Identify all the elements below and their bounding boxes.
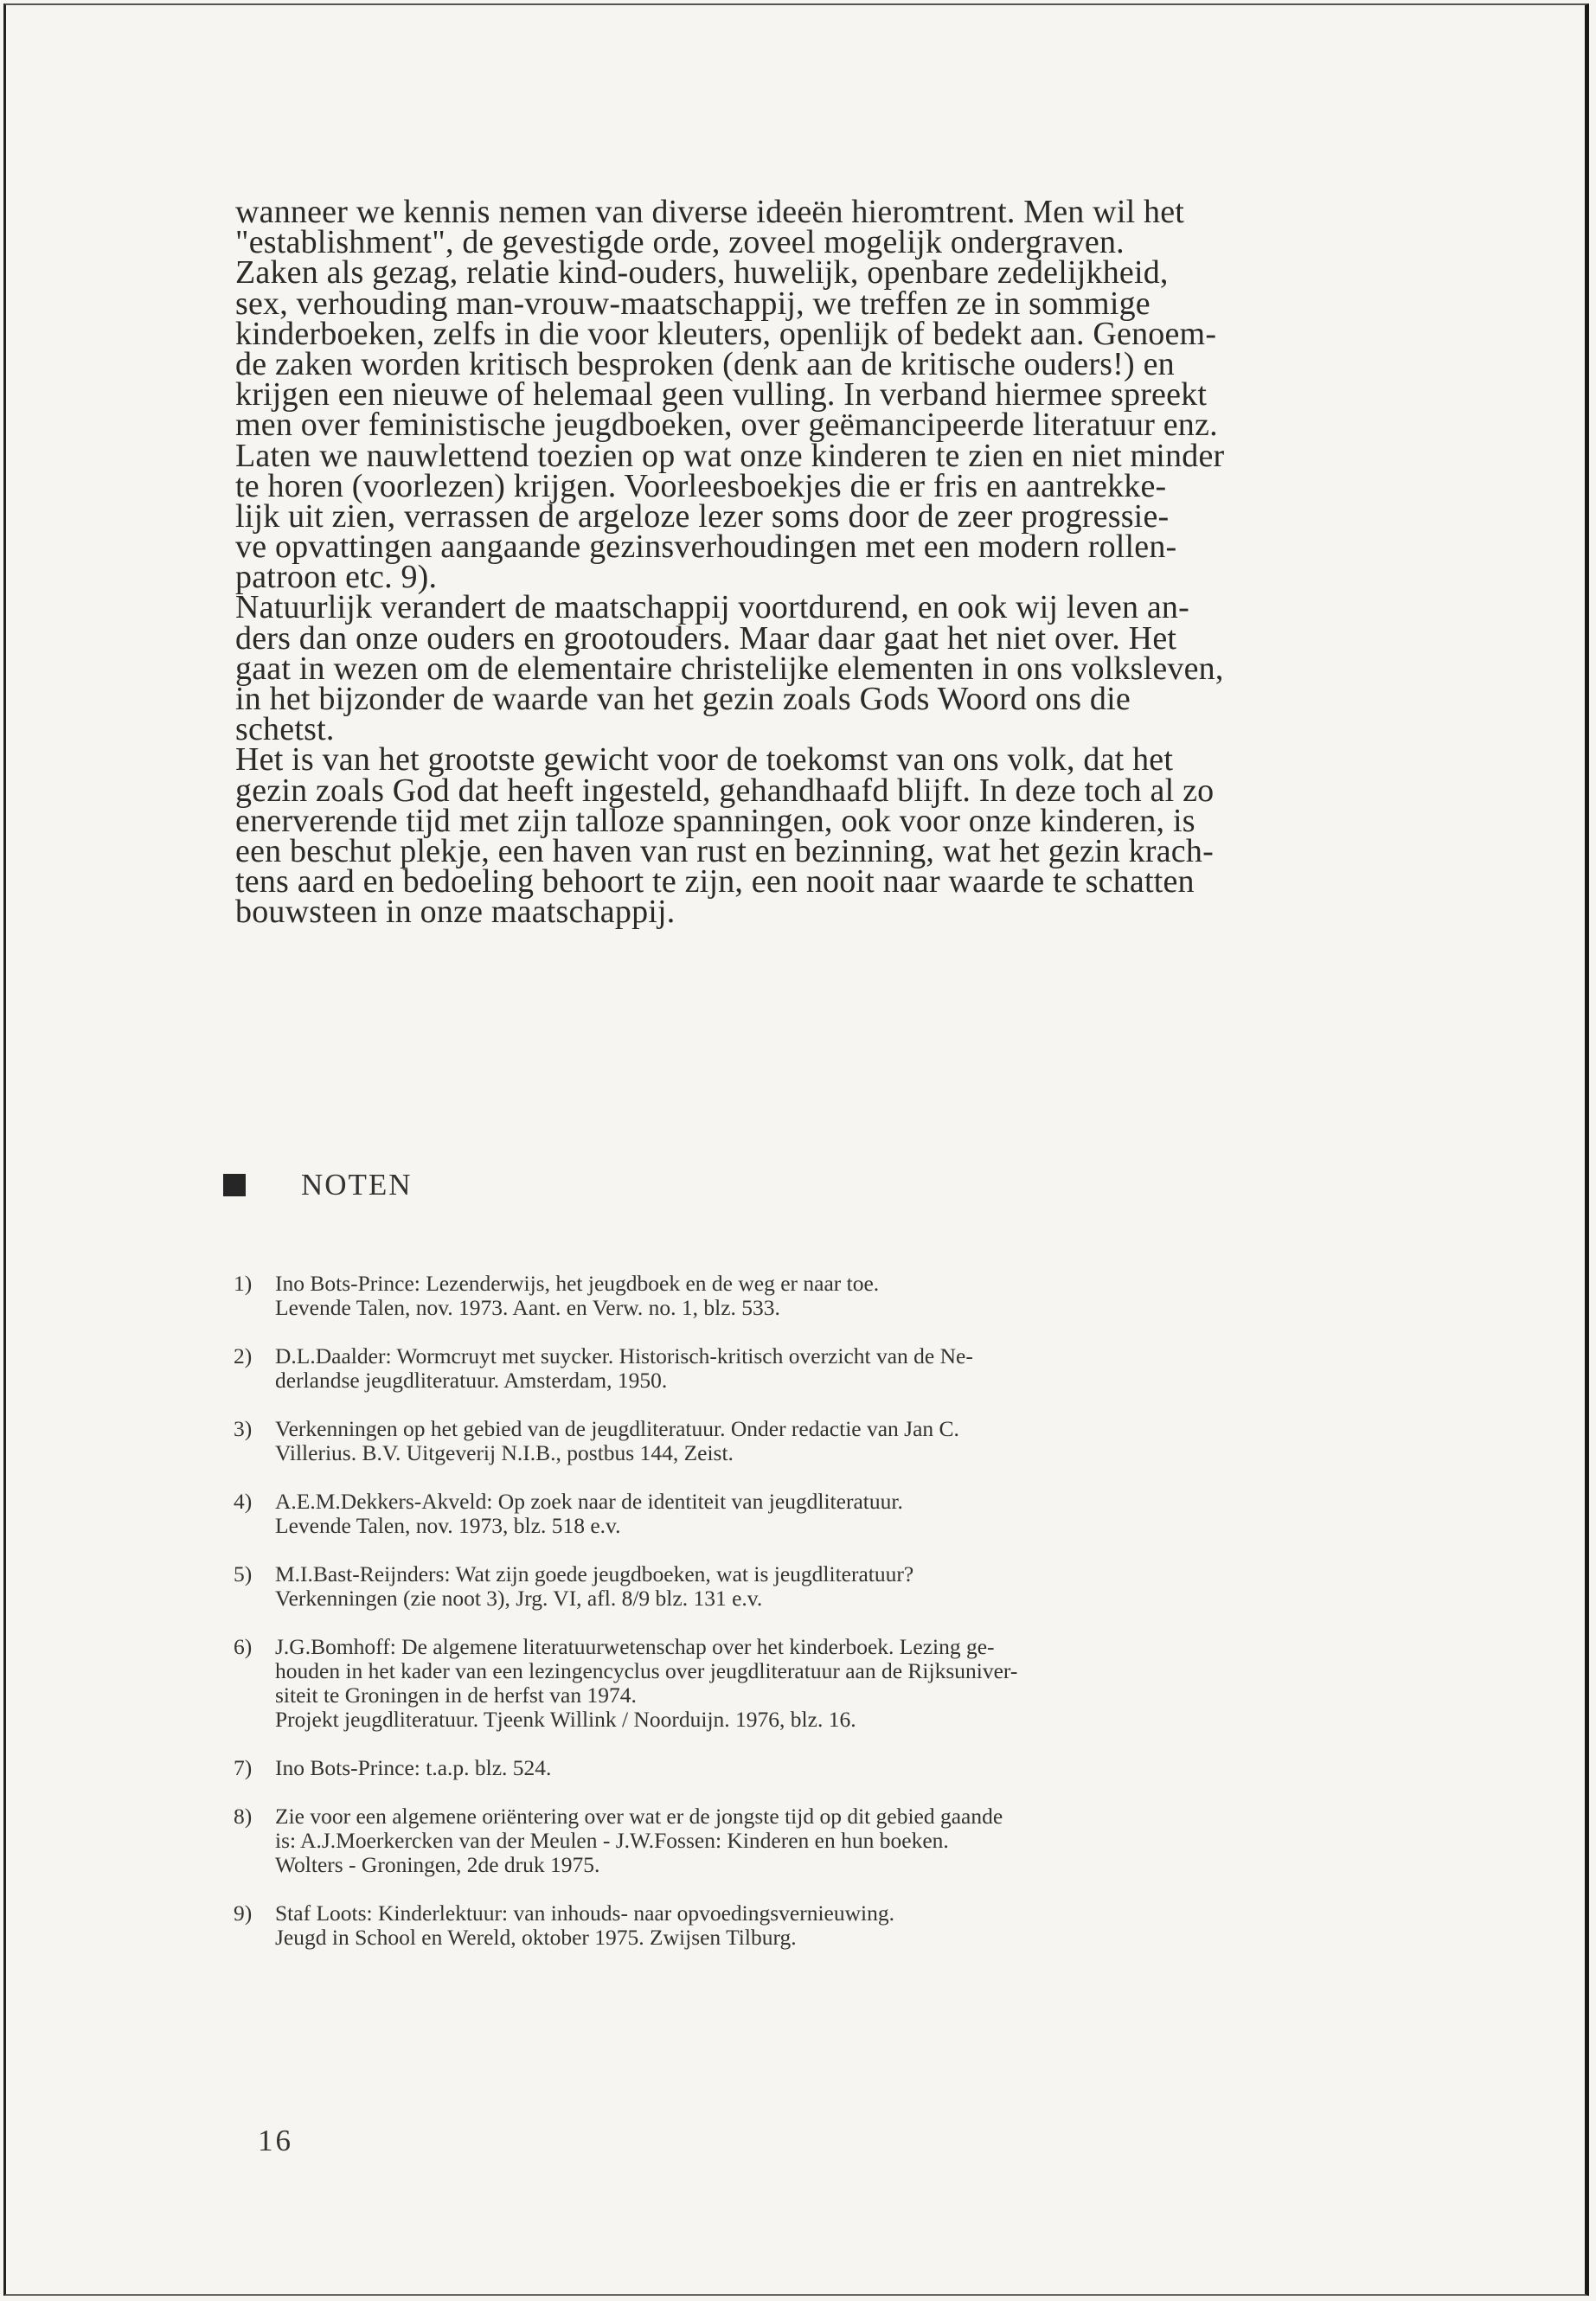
- body-line: de zaken worden kritisch besproken (denk aan de kritische ouders!) en: [235, 345, 1175, 382]
- note-text: [275, 1756, 551, 1780]
- note-line: M.I.Bast-Reijnders: Wat zijn goede jeugdboeken, wat is jeugdliteratuur?: [275, 1561, 914, 1586]
- note-item: [234, 1417, 1514, 1465]
- note-line: Ino Bots-Prince: t.a.p. blz. 524.: [275, 1755, 552, 1780]
- body-line: sex, verhouding man-vrouw-maatschappij, we treffen ze in sommige: [235, 285, 1151, 322]
- note-line: Villerius. B.V. Uitgeverij N.I.B., postbus 144, Zeist.: [275, 1440, 734, 1465]
- note-line: Levende Talen, nov. 1973. Aant. en Verw. no. 1, blz. 533.: [275, 1295, 780, 1320]
- body-line: kinderboeken, zelfs in die voor kleuters, openlijk of bedekt aan. Genoem-: [235, 315, 1217, 352]
- note-line: Zie voor een algemene oriëntering over wat er de jongste tijd op dit gebied gaande: [275, 1804, 1003, 1829]
- body-line: krijgen een nieuwe of helemaal geen vulling. In verband hiermee spreekt: [235, 376, 1208, 413]
- square-bullet-icon: [223, 1174, 246, 1196]
- note-text: [275, 1272, 879, 1320]
- note-item: [234, 1272, 1514, 1320]
- body-line: Het is van het grootste gewicht voor de toekomst van ons volk, dat het: [235, 741, 1174, 779]
- body-line: patroon etc. 9).: [235, 559, 438, 596]
- note-number: 7): [234, 1755, 253, 1780]
- notes-list: [234, 1272, 1514, 1974]
- note-number: 9): [234, 1900, 253, 1926]
- note-line: derlandse jeugdliteratuur. Amsterdam, 1950.: [275, 1368, 668, 1393]
- note-line: Wolters - Groningen, 2de druk 1975.: [275, 1852, 600, 1877]
- note-text: [275, 1635, 1017, 1732]
- body-line: schetst.: [235, 711, 335, 748]
- note-number: 8): [234, 1804, 253, 1829]
- note-line: Ino Bots-Prince: Lezenderwijs, het jeugdboek en de weg er naar toe.: [275, 1271, 880, 1296]
- note-line: Verkenningen op het gebied van de jeugdliteratuur. Onder redactie van Jan C.: [275, 1416, 959, 1441]
- note-number: 6): [234, 1634, 253, 1659]
- note-number: 3): [234, 1416, 253, 1441]
- body-line: men over feministische jeugdboeken, over geëmancipeerde literatuur enz.: [235, 407, 1218, 444]
- body-line: gaat in wezen om de elementaire christelijke elementen in ons volksleven,: [235, 650, 1224, 687]
- note-number: 2): [234, 1343, 253, 1368]
- note-text: [275, 1804, 1003, 1877]
- note-item: [234, 1562, 1514, 1611]
- page-number: 16: [258, 2124, 293, 2157]
- notes-title: NOTEN: [301, 1168, 413, 1202]
- body-line: bouwsteen in onze maatschappij.: [235, 894, 676, 931]
- note-line: siteit te Groningen in de herfst van 1974.: [275, 1682, 637, 1708]
- body-line: ve opvattingen aangaande gezinsverhoudingen met een modern rollen-: [235, 529, 1177, 566]
- body-line: gezin zoals God dat heeft ingesteld, gehandhaafd blijft. In deze toch al zo: [235, 772, 1215, 809]
- note-number: 5): [234, 1561, 253, 1586]
- body-line: wanneer we kennis nemen van diverse ideeën hieromtrent. Men wil het: [235, 194, 1185, 230]
- note-line: houden in het kader van een lezingencyclus over jeugdliteratuur aan de Rijksuniver-: [275, 1658, 1018, 1683]
- note-line: Staf Loots: Kinderlektuur: van inhouds- naar opvoedingsvernieuwing.: [275, 1900, 894, 1926]
- note-item: [234, 1756, 1514, 1780]
- body-line: Natuurlijk verandert de maatschappij voortdurend, en ook wij leven an-: [235, 589, 1189, 626]
- body-line: lijk uit zien, verrassen de argeloze lezer soms door de zeer progressie-: [235, 497, 1170, 535]
- note-text: [275, 1417, 959, 1465]
- note-line: A.E.M.Dekkers-Akveld: Op zoek naar de identiteit van jeugdliteratuur.: [275, 1489, 903, 1514]
- note-line: Verkenningen (zie noot 3), Jrg. VI, afl. 8/9 blz. 131 e.v.: [275, 1586, 763, 1611]
- note-text: [275, 1562, 913, 1611]
- body-line: enerverende tijd met zijn talloze spanningen, ook voor onze kinderen, is: [235, 802, 1195, 839]
- note-line: Levende Talen, nov. 1973, blz. 518 e.v.: [275, 1513, 621, 1538]
- body-line: een beschut plekje, een haven van rust en bezinning, wat het gezin krach-: [235, 832, 1214, 869]
- body-line: Zaken als gezag, relatie kind-ouders, huwelijk, openbare zedelijkheid,: [235, 254, 1169, 292]
- note-item: [234, 1901, 1514, 1950]
- note-line: D.L.Daalder: Wormcruyt met suycker. Historisch-kritisch overzicht van de Ne-: [275, 1343, 973, 1368]
- note-text: [275, 1901, 894, 1950]
- body-line: ders dan onze ouders en grootouders. Maar daar gaat het niet over. Het: [235, 619, 1177, 657]
- body-line: Laten we nauwlettend toezien op wat onze kinderen te zien en niet minder: [235, 437, 1225, 474]
- note-text: [275, 1344, 973, 1393]
- note-item: [234, 1490, 1514, 1538]
- note-line: Jeugd in School en Wereld, oktober 1975. Zwijsen Tilburg.: [275, 1925, 797, 1950]
- notes-heading: [223, 1168, 413, 1202]
- note-line: Projekt jeugdliteratuur. Tjeenk Willink / Noorduijn. 1976, blz. 16.: [275, 1707, 856, 1732]
- note-line: J.G.Bomhoff: De algemene literatuurwetenschap over het kinderboek. Lezing ge-: [275, 1634, 995, 1659]
- body-line: "establishment", de gevestigde orde, zoveel mogelijk ondergraven.: [235, 224, 1125, 261]
- note-number: 4): [234, 1489, 253, 1514]
- note-text: [275, 1490, 903, 1538]
- note-item: [234, 1804, 1514, 1877]
- note-item: [234, 1635, 1514, 1732]
- body-line: te horen (voorlezen) krijgen. Voorleesboekjes die er fris en aantrekke-: [235, 467, 1167, 504]
- body-line: tens aard en bedoeling behoort te zijn, een nooit naar waarde te schatten: [235, 863, 1195, 901]
- note-line: is: A.J.Moerkercken van der Meulen - J.W.Fossen: Kinderen en hun boeken.: [275, 1828, 949, 1853]
- note-item: [234, 1344, 1514, 1393]
- note-number: 1): [234, 1271, 253, 1296]
- body-line: in het bijzonder de waarde van het gezin zoals Gods Woord ons die: [235, 681, 1131, 717]
- body-text: [235, 194, 1516, 931]
